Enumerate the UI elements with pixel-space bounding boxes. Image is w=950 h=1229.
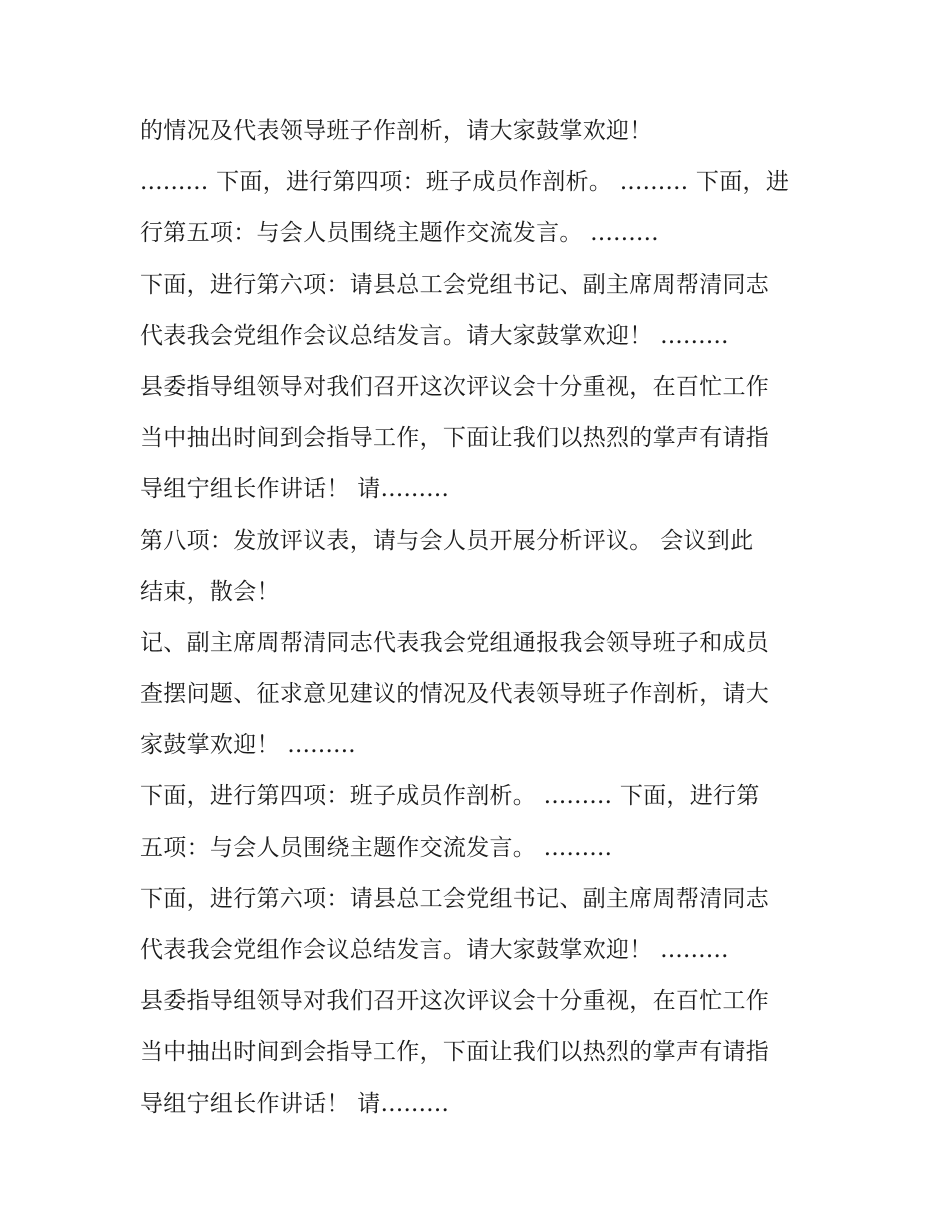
text-line: 下面，进行第六项：请县总工会党组书记、副主席周帮清同志 (140, 271, 770, 298)
text-line: ......... 下面，进行第四项：班子成员作剖析。 ......... 下面，进 (140, 169, 790, 196)
text-line: 当中抽出时间到会指导工作，下面让我们以热烈的掌声有请指 (140, 425, 770, 452)
text-line: 结束，散会！ (140, 578, 280, 605)
text-line: 行第五项：与会人员围绕主题作交流发言。 ......... (140, 220, 659, 247)
text-line: 下面，进行第四项：班子成员作剖析。 ......... 下面，进行第 (140, 783, 760, 810)
text-line: 代表我会党组作会议总结发言。请大家鼓掌欢迎！ ......... (140, 322, 729, 349)
text-line: 五项：与会人员围绕主题作交流发言。 ......... (140, 834, 613, 861)
text-line: 导组宁组长作讲话！ 请......... (140, 1090, 450, 1117)
document-body (140, 106, 820, 1130)
text-line: 记、副主席周帮清同志代表我会党组通报我会领导班子和成员 (140, 629, 770, 656)
text-line: 当中抽出时间到会指导工作，下面让我们以热烈的掌声有请指 (140, 1039, 770, 1066)
text-line: 查摆问题、征求意见建议的情况及代表领导班子作剖析，请大 (140, 681, 770, 708)
text-line: 代表我会党组作会议总结发言。请大家鼓掌欢迎！ ......... (140, 937, 729, 963)
text-line: 县委指导组领导对我们召开这次评议会十分重视，在百忙工作 (140, 373, 770, 400)
text-line: 导组宁组长作讲话！ 请......... (140, 476, 450, 503)
text-line: 县委指导组领导对我们召开这次评议会十分重视，在百忙工作 (140, 988, 770, 1015)
text-line: 的情况及代表领导班子作剖析，请大家鼓掌欢迎！ (140, 118, 653, 144)
text-line: 第八项：发放评议表，请与会人员开展分析评议。 会议到此 (140, 527, 754, 554)
text-line: 下面，进行第六项：请县总工会党组书记、副主席周帮清同志 (140, 885, 770, 912)
text-line: 家鼓掌欢迎！ ......... (140, 732, 356, 759)
